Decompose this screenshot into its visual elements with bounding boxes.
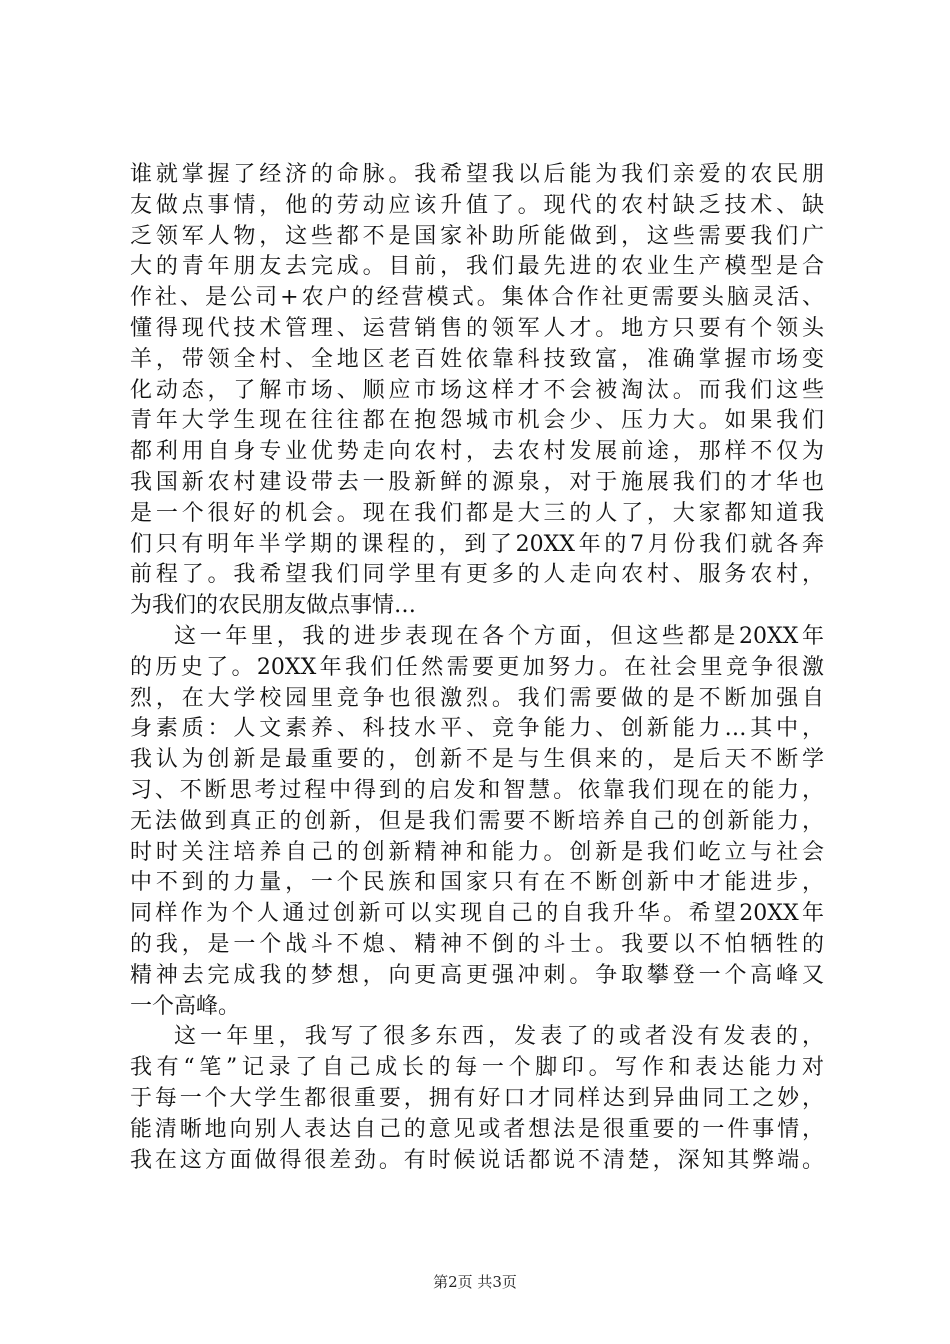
text-line: 能清晰地向别人表达自己的意见或者想法是很重要的一件事情，	[130, 1116, 824, 1142]
text-line: 作社、是公司+农户的经营模式。集体合作社更需要头脑灵活、	[130, 285, 824, 311]
text-line: 一个高峰。	[130, 993, 241, 1019]
text-line: 中不到的力量，一个民族和国家只有在不断创新中才能进步，	[130, 870, 824, 896]
text-line: 我在这方面做得很差劲。有时候说话都说不清楚，深知其弊端。	[130, 1147, 824, 1173]
text-line: 前程了。我希望我们同学里有更多的人走向农村、服务农村，	[130, 562, 824, 588]
text-line: 青年大学生现在往往都在抱怨城市机会少、压力大。如果我们	[130, 408, 824, 434]
text-line: 我认为创新是最重要的，创新不是与生俱来的，是后天不断学	[130, 747, 824, 773]
text-line: 化动态，了解市场、顺应市场这样才不会被淘汰。而我们这些	[130, 377, 824, 403]
text-line: 们只有明年半学期的课程的，到了20XX年的7月份我们就各奔	[130, 531, 824, 557]
text-line: 友做点事情，他的劳动应该升值了。现代的农村缺乏技术、缺	[130, 192, 824, 218]
text-line: 我有“笔”记录了自己成长的每一个脚印。写作和表达能力对	[130, 1055, 824, 1081]
body-text	[130, 160, 824, 1176]
text-line: 乏领军人物，这些都不是国家补助所能做到，这些需要我们广	[130, 223, 824, 249]
paragraph	[130, 622, 824, 1022]
paragraph	[130, 160, 824, 622]
text-line: 这一年里，我写了很多东西，发表了的或者没有发表的，	[174, 1024, 824, 1050]
text-line: 精神去完成我的梦想，向更高更强冲刺。争取攀登一个高峰又	[130, 962, 824, 988]
text-line: 羊，带领全村、全地区老百姓依靠科技致富，准确掌握市场变	[130, 346, 824, 372]
text-line: 懂得现代技术管理、运营销售的领军人才。地方只要有个领头	[130, 315, 824, 341]
text-line: 的历史了。20XX年我们任然需要更加努力。在社会里竞争很激	[130, 654, 824, 680]
text-line: 大的青年朋友去完成。目前，我们最先进的农业生产模型是合	[130, 254, 824, 280]
text-line: 我国新农村建设带去一股新鲜的源泉，对于施展我们的才华也	[130, 469, 824, 495]
text-line: 习、不断思考过程中得到的启发和智慧。依靠我们现在的能力，	[130, 777, 824, 803]
text-line: 这一年里，我的进步表现在各个方面，但这些都是20XX年	[174, 623, 824, 649]
text-line: 身素质：人文素养、科技水平、竞争能力、创新能力…其中，	[130, 716, 824, 742]
text-line: 谁就掌握了经济的命脉。我希望我以后能为我们亲爱的农民朋	[130, 162, 824, 187]
text-line: 于每一个大学生都很重要，拥有好口才同样达到异曲同工之妙，	[130, 1085, 824, 1111]
paragraph	[130, 1022, 824, 1176]
text-line: 都利用自身专业优势走向农村，去农村发展前途，那样不仅为	[130, 439, 824, 465]
text-line: 是一个很好的机会。现在我们都是大三的人了，大家都知道我	[130, 500, 824, 526]
text-line: 烈，在大学校园里竞争也很激烈。我们需要做的是不断加强自	[130, 685, 824, 711]
text-line: 为我们的农民朋友做点事情…	[130, 593, 417, 619]
page-footer: 第2页 共3页	[433, 1273, 517, 1291]
text-line: 的我，是一个战斗不熄、精神不倒的斗士。我要以不怕牺牲的	[130, 931, 824, 957]
text-line: 时时关注培养自己的创新精神和能力。创新是我们屹立与社会	[130, 839, 824, 865]
text-line: 同样作为个人通过创新可以实现自己的自我升华。希望20XX年	[130, 901, 824, 927]
text-line: 无法做到真正的创新，但是我们需要不断培养自己的创新能力，	[130, 808, 824, 834]
